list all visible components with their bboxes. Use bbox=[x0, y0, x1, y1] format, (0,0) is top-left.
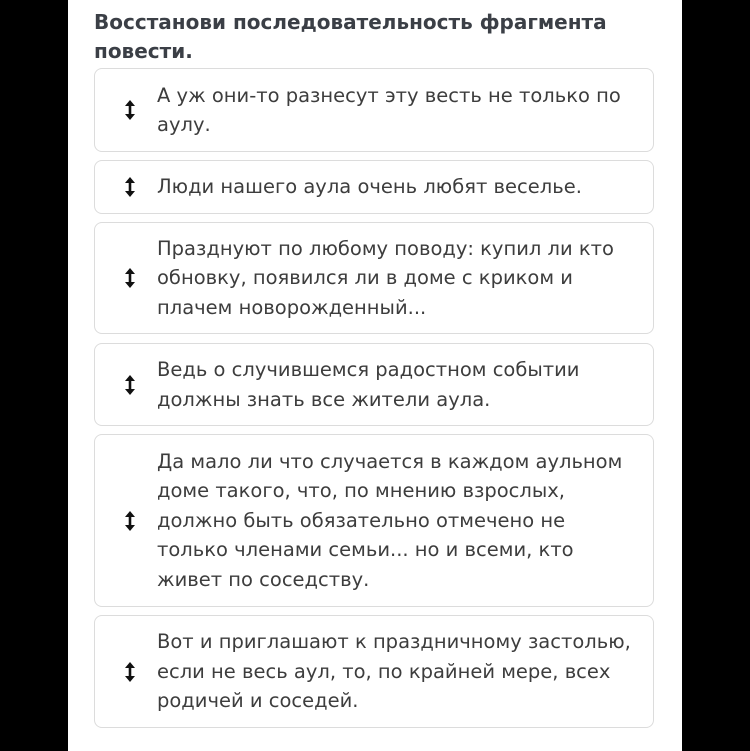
sortable-item-text: Празднуют по любому поводу: купил ли кто обновку, появился ли в доме с криком и плачем новорожденный... bbox=[157, 236, 614, 319]
sortable-item-text: Люди нашего аула очень любят веселье. bbox=[157, 175, 582, 199]
sortable-item-text: Ведь о случившемся радостном событии должны знать все жители аула. bbox=[157, 358, 580, 411]
sortable-item-3[interactable] bbox=[94, 222, 654, 334]
drag-arrows-vertical-icon[interactable] bbox=[122, 267, 138, 289]
sortable-item-text: Вот и приглашают к праздничному застолью, если не весь аул, то, по крайней мере, всех родичей и соседей. bbox=[157, 630, 631, 713]
drag-arrows-vertical-icon[interactable] bbox=[122, 374, 138, 396]
drag-arrows-vertical-icon[interactable] bbox=[122, 176, 138, 198]
sortable-item-2[interactable] bbox=[94, 160, 654, 214]
sortable-item-4[interactable] bbox=[94, 343, 654, 426]
sortable-item-1[interactable] bbox=[94, 68, 654, 152]
drag-arrows-vertical-icon[interactable] bbox=[122, 661, 138, 683]
sortable-item-text: А уж они-то разнесут эту весть не только по аулу. bbox=[157, 83, 621, 136]
sortable-item-5[interactable] bbox=[94, 434, 654, 607]
sortable-item-6[interactable] bbox=[94, 615, 654, 728]
task-panel bbox=[68, 0, 682, 751]
drag-arrows-vertical-icon[interactable] bbox=[122, 510, 138, 532]
sortable-item-text: Да мало ли что случается в каждом аульном доме такого, что, по мнению взрослых, должно быть обязательно отмечено не только членами семьи... но и всеми, кто живет по соседству. bbox=[157, 449, 623, 591]
task-instruction: Восстанови последовательность фрагмента повести. bbox=[94, 10, 607, 63]
drag-arrows-vertical-icon[interactable] bbox=[122, 99, 138, 121]
